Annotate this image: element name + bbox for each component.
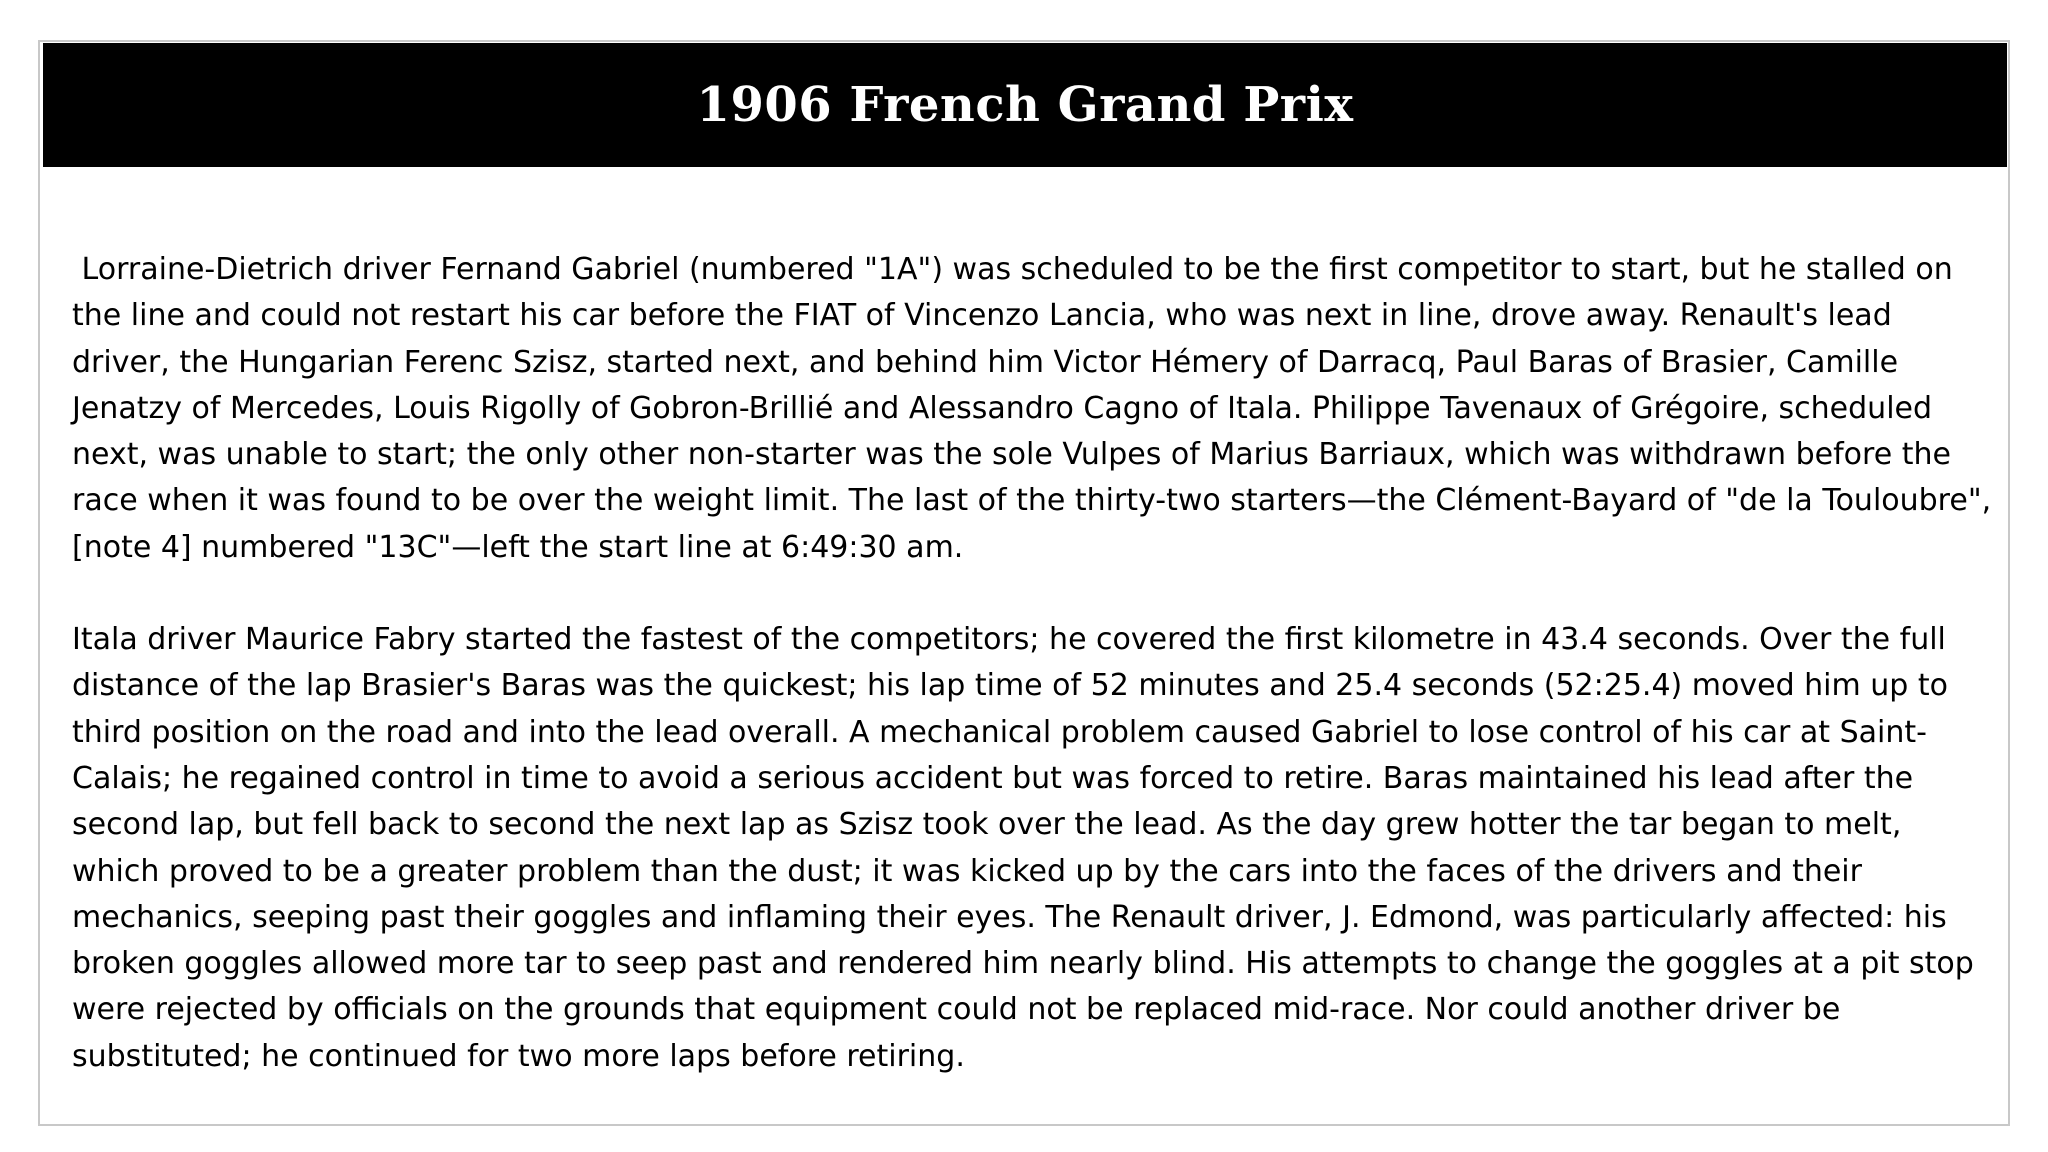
title-banner <box>43 43 2007 167</box>
slide-title: 1906 French Grand Prix <box>696 77 1354 133</box>
paragraph-race-progress: Itala driver Maurice Fabry started the fastest of the competitors; he covered the first kilometre in 43.4 seconds. Over the full distance of the lap Brasier's Baras was the quickest; his lap time of 52 minutes and 25.4 seconds (52:25.4) moved him up to third position on the road and into the lead overall. A mechanical problem caused Gabriel to lose control of his car at Saint-Calais; he regained control in time to avoid a serious accident but was forced to retire. Baras maintained his lead after the second lap, but fell back to second the next lap as Szisz took over the lead. As the day grew hotter the tar began to melt, which proved to be a greater problem than the dust; it was kicked up by the cars into the faces of the drivers and their mechanics, seeping past their goggles and inflaming their eyes. The Renault driver, J. Edmond, was particularly affected: his broken goggles allowed more tar to seep past and rendered him nearly blind. His attempts to change the goggles at a pit stop were rejected by officials on the grounds that equipment could not be replaced mid-race. Nor could another driver be substituted; he continued for two more laps before retiring. <box>72 622 1974 1074</box>
body-text <box>72 247 1997 1080</box>
paragraph-start-order: Lorraine-Dietrich driver Fernand Gabriel (numbered "1A") was scheduled to be the first competitor to start, but he stalled on the line and could not restart his car before the FIAT of Vincenzo Lancia, who was next in line, drove away. Renault's lead driver, the Hungarian Ferenc Szisz, started next, and behind him Victor Hémery of Darracq, Paul Baras of Brasier, Camille Jenatzy of Mercedes, Louis Rigolly of Gobron-Brillié and Alessandro Cagno of Itala. Philippe Tavenaux of Grégoire, scheduled next, was unable to start; the only other non-starter was the sole Vulpes of Marius Barriaux, which was withdrawn before the race when it was found to be over the weight limit. The last of the thirty-two starters—the Clément-Bayard of "de la Touloubre",[note 4] numbered "13C"—left the start line at 6:49:30 am. <box>72 252 1992 565</box>
